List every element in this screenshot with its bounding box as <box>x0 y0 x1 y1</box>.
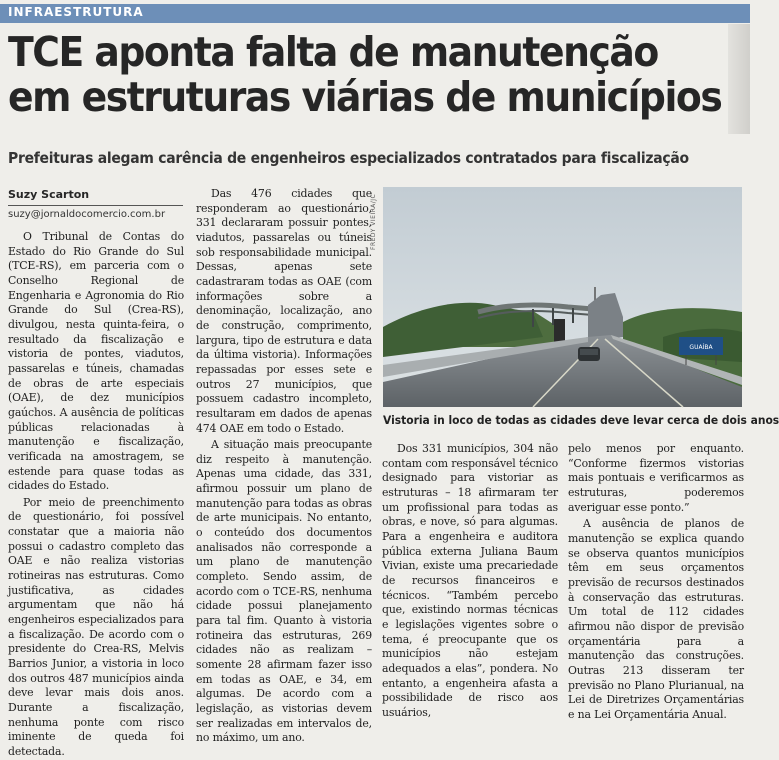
headline-line-1: TCE aponta falta de manutenção <box>8 28 658 76</box>
headline <box>8 28 722 121</box>
article-column-1 <box>8 230 184 758</box>
adjacent-page-edge <box>728 24 750 134</box>
byline-divider <box>8 205 183 206</box>
headline-line-2: em estruturas viárias de municípios <box>8 73 722 121</box>
bridge-photo-image <box>383 187 742 407</box>
article-column-4 <box>568 442 744 721</box>
paragraph: Por meio de preenchimento de questionário, foi possível constatar que a maioria não possui o cadastro completo das OAE e não realiza vistorias rotineiras nas estruturas. Como justificativa, as cidades argumentam que não há engenheiros especializados para a fiscalização. De acordo com o presidente do Crea-RS, Melvis Barrios Junior, a vistoria in loco dos outros 487 municípios ainda deve levar mais dois anos. Durante a fiscalização, nenhuma ponte com risco iminente de queda foi detectada. <box>8 495 184 758</box>
photo-credit: FREDY VIEIRA/JC <box>370 193 377 250</box>
article-column-3 <box>382 442 558 719</box>
paragraph: A situação mais preocupante diz respeito à manutenção. Apenas uma cidade, das 331, afirmou possuir um plano de manutenção para todas as obras de arte municipais. No entanto, o conteúdo dos documentos analisados não corresponde a um plano de manutenção completo. Sendo assim, de acordo com o TCE-RS, nenhuma cidade possui planejamento para tal fim. Quanto à vistoria rotineira das estruturas, 269 cidades não as realizam – somente 28 afirmam fazer isso em todas as OAE, e 34, em algumas. De acordo com a legislação, as vistorias devem ser realizadas em intervalos de, no máximo, um ano. <box>196 438 372 745</box>
paragraph: A ausência de planos de manutenção se explica quando se observa quantos municípios têm em seus orçamentos previsão de recursos destinados à conservação das estruturas. Um total de 112 cidades afirmou não dispor de previsão orçamentária para a manutenção das construções. Outras 213 disseram ter previsão no Plano Plurianual, na Lei de Diretrizes Orçamentárias e na Lei Orçamentária Anual. <box>568 517 744 721</box>
bridge-photo <box>383 187 742 407</box>
section-label: INFRAESTRUTURA <box>8 5 144 19</box>
author-email: suzy@jornaldocomercio.com.br <box>8 209 166 220</box>
paragraph: Das 476 cidades que responderam ao questionário, 331 declararam possuir pontes, viadutos, passarelas ou túneis sob responsabilidade municipal. Dessas, apenas sete cadastraram todas as OAE (com informações sobre a denominação, localização, ano de construção, comprimento, largura, tipo de estrutura e data da última vistoria). Informações repassadas por esses sete e outros 27 municípios, que possuem cadastro incompleto, resultaram em dados de apenas 474 OAE em todo o Estado. <box>196 187 372 435</box>
author-name: Suzy Scarton <box>8 188 90 201</box>
section-bar <box>0 4 750 23</box>
photo-caption: Vistoria in loco de todas as cidades deve levar cerca de dois anos <box>383 413 779 427</box>
paragraph: Dos 331 municípios, 304 não contam com responsável técnico designado para vistoriar as estruturas – 18 afirmaram ter um profissional para todas as obras, e nove, só para algumas. Para a engenheira e auditora pública externa Juliana Baum Vivian, existe uma precariedade de recursos financeiros e técnicos. “Também percebo que, existindo normas técnicas e legislações vigentes sobre o tema, é preocupante que os municípios não estejam adequados a elas”, pondera. No entanto, a engenheira afasta a possibilidade de risco aos usuários, <box>382 442 558 719</box>
paragraph: O Tribunal de Contas do Estado do Rio Grande do Sul (TCE-RS), em parceria com o Conselho Regional de Engenharia e Agronomia do Rio Grande do Sul (Crea-RS), divulgou, nesta quinta-feira, o resultado da fiscalização e vistoria de pontes, viadutos, passarelas e túneis, chamadas de obras de arte especiais (OAE), de dez municípios gaúchos. A ausência de políticas públicas relacionadas à manutenção e fiscalização, verificada na amostragem, se estende para quase todas as cidades do Estado. <box>8 230 184 493</box>
road-sign-text: GUAÍBA <box>689 344 713 351</box>
article-column-2 <box>196 187 372 745</box>
subtitle: Prefeituras alegam carência de engenheiros especializados contratados para fiscalização <box>8 149 689 167</box>
byline <box>8 188 183 220</box>
paragraph: pelo menos por enquanto. “Conforme fizermos vistorias mais pontuais e verificarmos as estruturas, poderemos averiguar esse ponto.” <box>568 442 744 514</box>
